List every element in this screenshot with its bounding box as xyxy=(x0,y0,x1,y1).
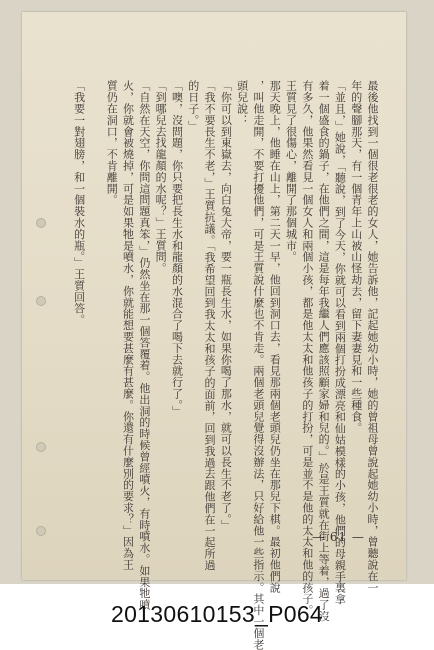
text-column: ，叫他走開，不要打擾他們，可是王質說什麼也不肯走。兩個老頭兒覺得沒辦法，只好給他一些指示。其中一個老 xyxy=(251,80,265,650)
text-column: 「你可以到東嶽去，向白兔大帝，要一瓶長生水，如果你喝了那水，就可以長生不老了。」 xyxy=(219,80,233,531)
text-column: 的日子。」 xyxy=(186,80,200,132)
text-column: 火，你就會被燒掉，可是如果牠是噴水，你就能想要甚麼有甚麼。你還有什麼別的要求？」因為王 xyxy=(121,80,135,571)
binding-hole-icon xyxy=(36,296,46,306)
text-column: 着一個盛食的鍋子，在他們之間，這是每年我繼人們應該照顧家婦和兒的。」於是王質就在街上等着，過了沒 xyxy=(317,80,331,622)
text-column: 有多久，他果然看見一個女人和兩個小孩，都是他太太和他孩子的打扮，可是並不是他的太太和他的孩子。 xyxy=(300,80,314,616)
binding-hole-icon xyxy=(36,442,46,452)
text-column: 最後他找到一個很老很老的女人，她告訴他，記起她幼小時，她的曾祖母曾說起她幼小時，曾聽說在一 xyxy=(366,80,379,593)
text-column: 「到哪兒去找龍顏的水呢？」王質問。 xyxy=(154,80,168,274)
text-column: 「自然在天空，你問這問題真笨，」仍然坐在那一個答覆着。他出洞的時候曾經噴火，有時噴水。如果牠噴 xyxy=(137,80,151,611)
text-column: 「並且，」她說，「聽說，到了今天，你就可以看到兩個打扮成漂亮和仙姑模樣的小孩，他們的母親手裏拿 xyxy=(333,80,347,605)
text-column: 「我要一對翅膀，和一個裝水的瓶。」王質回答。 xyxy=(72,80,86,326)
text-column: 年的聲腳那天，有一個青年上山被山怪劫去，留下妻妻見和一些種食。 xyxy=(349,80,363,434)
text-column: 頭兒說： xyxy=(235,80,249,126)
text-column: 王質見了很傷心，離開了那個城市。 xyxy=(284,80,298,263)
text-column: 那天晚上，他睡在山上，第二天一早，他回到洞口去，看見那兩個老頭兒仍坐在那兒下棋。最初他們說 xyxy=(268,80,282,593)
image-caption: 20130610153_P064 xyxy=(110,600,323,627)
text-column: 「我不要長生不老，」王質抗議。「我希望回到我太太和孩子的面前，回到我過去跟他們在一起所過 xyxy=(203,80,217,571)
text-column: 「噢，沒問題，你只要把長生水和龍顏的水混合了喝下去就行了。」 xyxy=(170,80,184,417)
binding-hole-icon xyxy=(36,526,46,536)
text-column: 質仍在洞口，不肯離開。 xyxy=(105,80,119,206)
binding-hole-icon xyxy=(36,218,46,228)
column-spacer xyxy=(90,80,101,512)
page-number: — 61 — xyxy=(312,530,365,544)
